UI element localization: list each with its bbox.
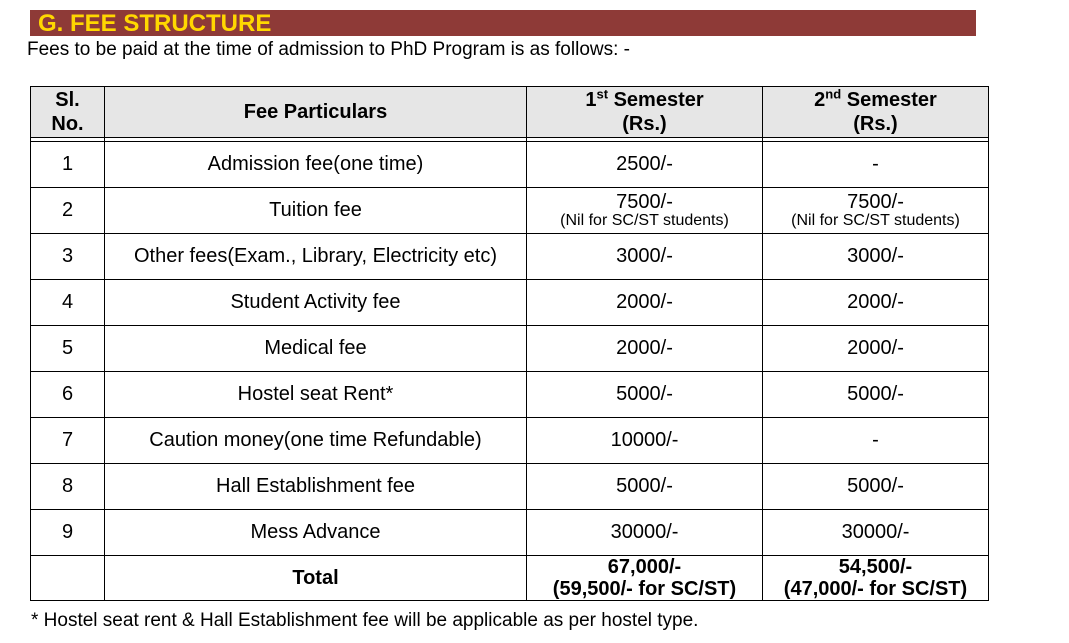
cell-sem2: 2000/- — [763, 326, 989, 372]
cell-sem1: 2500/- — [527, 142, 763, 188]
header-sem1 — [527, 87, 763, 138]
total-row — [31, 556, 989, 601]
total-sl-empty — [31, 556, 105, 601]
cell-sem2 — [763, 188, 989, 234]
cell-sem1: 2000/- — [527, 280, 763, 326]
cell-sem2: 3000/- — [763, 234, 989, 280]
cell-particular: Student Activity fee — [105, 280, 527, 326]
cell-sem1: 30000/- — [527, 510, 763, 556]
cell-sem1-amount: 7500/- — [616, 190, 673, 213]
cell-particular: Caution money(one time Refundable) — [105, 418, 527, 464]
header-sem1-num: 1 — [585, 89, 597, 111]
total-label: Total — [105, 556, 527, 601]
header-sl-line2: No. — [51, 113, 84, 135]
cell-particular: Hall Establishment fee — [105, 464, 527, 510]
cell-particular: Medical fee — [105, 326, 527, 372]
intro-text: Fees to be paid at the time of admission to PhD Program is as follows: - — [27, 39, 630, 60]
header-sem1-sup: st — [596, 86, 609, 102]
total-sem2 — [763, 556, 989, 601]
cell-sem2-amount: 7500/- — [847, 190, 904, 213]
header-sl-line1: Sl. — [55, 89, 80, 111]
cell-sem1 — [527, 188, 763, 234]
cell-sl: 9 — [31, 510, 105, 556]
cell-sem1-note: (Nil for SC/ST students) — [560, 211, 729, 229]
cell-sl: 6 — [31, 372, 105, 418]
cell-particular: Mess Advance — [105, 510, 527, 556]
cell-sl: 4 — [31, 280, 105, 326]
cell-sem1: 3000/- — [527, 234, 763, 280]
table-row — [31, 326, 989, 372]
cell-particular: Hostel seat Rent* — [105, 372, 527, 418]
total-sem1-amount: 67,000/- — [607, 556, 682, 578]
cell-sem2: - — [763, 418, 989, 464]
header-sl-no — [31, 87, 105, 138]
total-sem2-amount: 54,500/- — [838, 556, 913, 578]
total-sem1-note: (59,500/- for SC/ST) — [552, 578, 737, 600]
header-sem2 — [763, 87, 989, 138]
cell-sem2: - — [763, 142, 989, 188]
table-row — [31, 234, 989, 280]
cell-sl: 2 — [31, 188, 105, 234]
cell-sem1: 2000/- — [527, 326, 763, 372]
table-row — [31, 280, 989, 326]
cell-sem2: 2000/- — [763, 280, 989, 326]
table-header-row — [31, 87, 989, 138]
cell-sem1: 5000/- — [527, 372, 763, 418]
cell-sl: 5 — [31, 326, 105, 372]
cell-sem1: 5000/- — [527, 464, 763, 510]
fee-table — [30, 86, 989, 601]
table-row — [31, 372, 989, 418]
cell-sl: 3 — [31, 234, 105, 280]
cell-particular: Other fees(Exam., Library, Electricity etc) — [105, 234, 527, 280]
header-sem2-unit: (Rs.) — [853, 113, 898, 135]
cell-sem2: 5000/- — [763, 372, 989, 418]
header-sem1-word: Semester — [608, 89, 704, 111]
cell-particular: Admission fee(one time) — [105, 142, 527, 188]
cell-sem2: 30000/- — [763, 510, 989, 556]
header-sem2-sup: nd — [825, 86, 842, 102]
header-particulars: Fee Particulars — [105, 87, 527, 138]
section-banner — [30, 10, 976, 36]
header-sem1-unit: (Rs.) — [622, 113, 667, 135]
table-row — [31, 464, 989, 510]
cell-sl: 7 — [31, 418, 105, 464]
total-sem2-note: (47,000/- for SC/ST) — [783, 578, 968, 600]
table-row — [31, 510, 989, 556]
cell-sem2-note: (Nil for SC/ST students) — [791, 211, 960, 229]
cell-sl: 8 — [31, 464, 105, 510]
total-sem1 — [527, 556, 763, 601]
cell-sem2: 5000/- — [763, 464, 989, 510]
cell-sl: 1 — [31, 142, 105, 188]
table-row — [31, 188, 989, 234]
cell-particular: Tuition fee — [105, 188, 527, 234]
cell-sem1: 10000/- — [527, 418, 763, 464]
footnote: * Hostel seat rent & Hall Establishment fee will be applicable as per hostel type. — [31, 610, 699, 631]
header-sem2-word: Semester — [841, 89, 937, 111]
header-sem2-num: 2 — [814, 89, 826, 111]
table-row — [31, 142, 989, 188]
table-row — [31, 418, 989, 464]
section-title: G. FEE STRUCTURE — [38, 10, 272, 37]
